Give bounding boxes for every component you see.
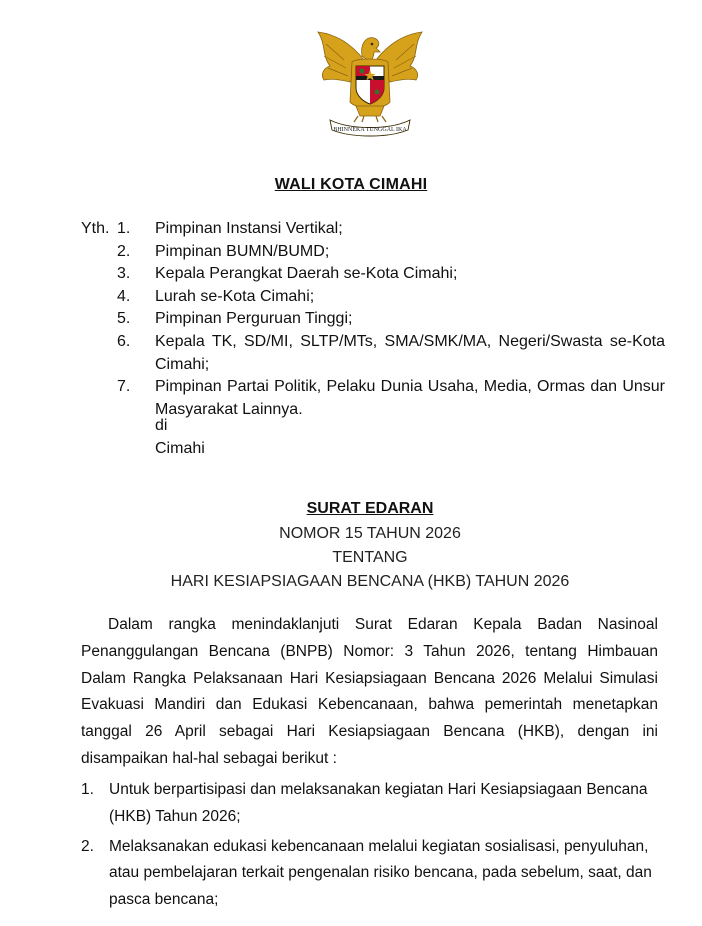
list-item [117, 218, 665, 241]
yth-label: Yth. [81, 220, 110, 237]
surat-about-label: TENTANG [332, 549, 408, 566]
list-text: Pimpinan BUMN/BUMD; [155, 242, 330, 260]
list-number: 6. [117, 332, 131, 350]
list-number: 2. [117, 242, 131, 260]
surat-number: NOMOR 15 TAHUN 2026 [279, 525, 461, 542]
list-number: 5. [117, 310, 131, 328]
list-text: Pimpinan Partai Politik, Pelaku Dunia Usaha, Media, Ormas dan Unsur Masyarakat Lainnya. [155, 378, 665, 418]
list-text: Melaksanakan edukasi kebencanaan melalui kegiatan sosialisasi, penyuluhan, atau pembelajaran terkait pengenalan risiko bencana, pada sebelum, saat, dan pasca bencana; [109, 837, 652, 909]
list-item [81, 834, 658, 914]
recipient-list [117, 218, 665, 421]
list-item [117, 331, 665, 376]
list-number: 7. [117, 378, 131, 396]
list-text: Pimpinan Perguruan Tinggi; [155, 310, 353, 328]
list-number: 1. [117, 220, 131, 237]
list-number: 1. [81, 781, 94, 798]
di-label: di [155, 417, 168, 434]
list-number: 4. [117, 287, 131, 305]
list-text: Kepala Perangkat Daerah se-Kota Cimahi; [155, 265, 458, 283]
list-text: Untuk berpartisipasi dan melaksanakan kegiatan Hari Kesiapsiagaan Bencana (HKB) Tahun 2026; [109, 781, 648, 825]
points-list [81, 777, 658, 917]
list-item [117, 263, 665, 286]
list-text: Pimpinan Instansi Vertikal; [155, 220, 343, 237]
list-number: 3. [117, 265, 131, 283]
intro-paragraph: Dalam rangka menindaklanjuti Surat Edaran Kepala Badan Nasinoal Penanggulangan Bencana (BNPB) Nomor: 3 Tahun 2026, tentang Himbauan Dalam Rangka Pelaksanaan Hari Kesiapsiagaan Bencana 2026 Melalui Simulasi Evakuasi Mandiri dan Edukasi Kebencanaan, bahwa pemerintah menetapkan tanggal 26 April sebagai Hari Kesiapsiagaan Bencana (HKB), dengan ini disampaikan hal-hal sebagai berikut : [81, 616, 658, 767]
list-item [117, 241, 665, 264]
list-item [81, 777, 658, 831]
list-item [117, 376, 665, 421]
garuda-pancasila-emblem [300, 22, 440, 142]
surat-edaran-title: SURAT EDARAN [306, 500, 434, 517]
list-text: Lurah se-Kota Cimahi; [155, 287, 315, 305]
emblem-motto-text: BHINNEKA TUNGGAL IKA [333, 127, 407, 133]
list-item [117, 308, 665, 331]
list-item [117, 286, 665, 309]
surat-subject: HARI KESIAPSIAGAAN BENCANA (HKB) TAHUN 2026 [170, 573, 570, 590]
list-number: 2. [81, 837, 94, 855]
page-title: WALI KOTA CIMAHI [274, 176, 428, 193]
recipient-city: Cimahi [155, 440, 205, 457]
list-text: Kepala TK, SD/MI, SLTP/MTs, SMA/SMK/MA, Negeri/Swasta se-Kota Cimahi; [155, 332, 665, 373]
